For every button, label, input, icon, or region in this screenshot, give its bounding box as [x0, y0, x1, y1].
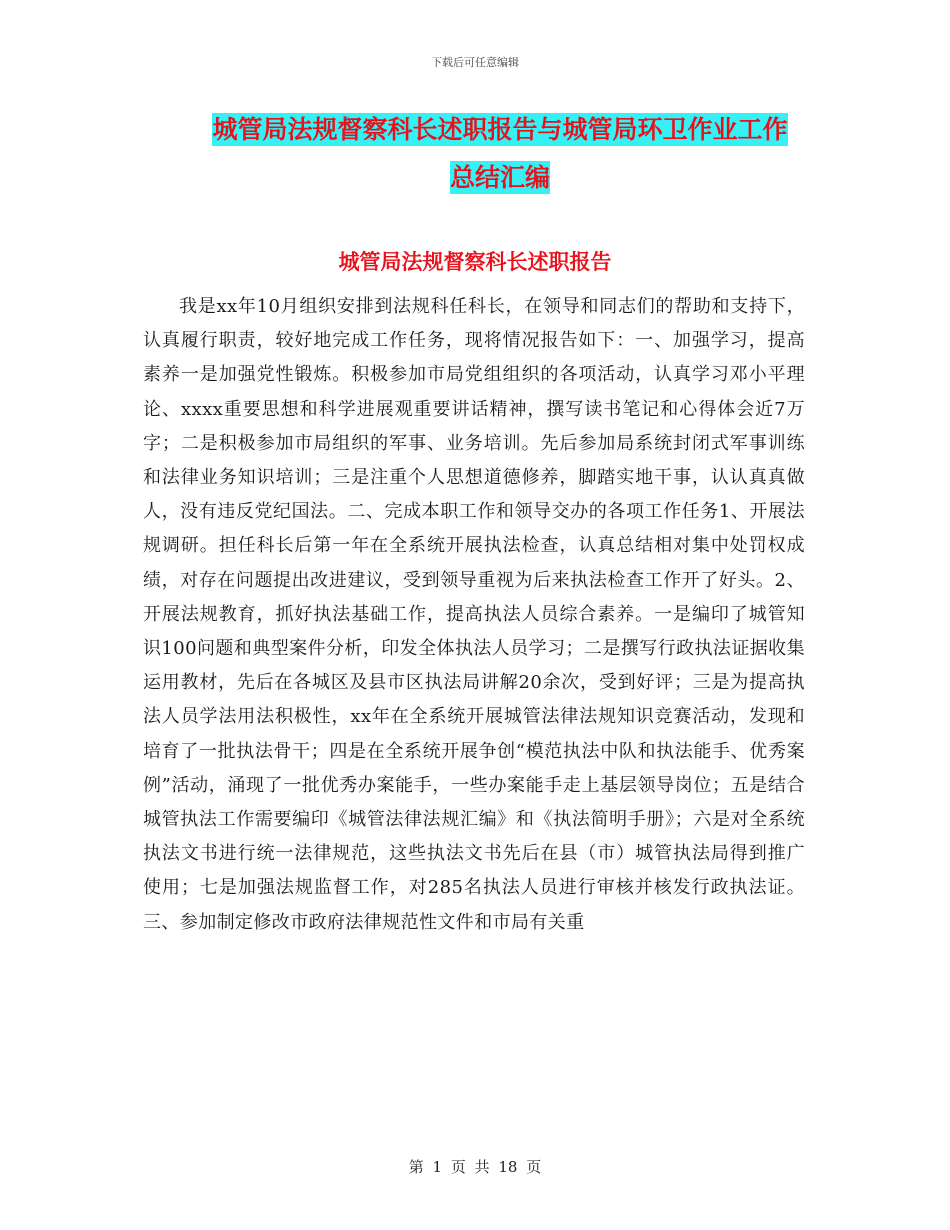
document-title-line-2: 总结汇编	[449, 163, 550, 192]
document-title	[140, 106, 860, 202]
section-heading: 城管局法规督察科长述职报告	[338, 250, 612, 274]
body-paragraph: 我是xx年10月组织安排到法规科任科长，在领导和同志们的帮助和支持下，认真履行职责，较好地完成工作任务，现将情况报告如下：一、加强学习，提高素养一是加强党性锻炼。积极参加市局党组组织的各项活动，认真学习邓小平理论、xxxx重要思想和科学进展观重要讲话精神，撰写读书笔记和心得体会近7万字；二是积极参加市局组织的军事、业务培训。先后参加局系统封闭式军事训练和法律业务知识培训；三是注重个人思想道德修养，脚踏实地干事，认认真真做人，没有违反党纪国法。二、完成本职工作和领导交办的各项工作任务1、开展法规调研。担任科长后第一年在全系统开展执法检查，认真总结相对集中处罚权成绩，对存在问题提出改进建议，受到领导重视为后来执法检查工作开了好头。2、开展法规教育，抓好执法基础工作，提高执法人员综合素养。一是编印了城管知识100问题和典型案件分析，印发全体执法人员学习；二是撰写行政执法证据收集运用教材，先后在各城区及县市区执法局讲解20余次，受到好评；三是为提高执法人员学法用法积极性，xx年在全系统开展城管法律法规知识竞赛活动，发现和培育了一批执法骨干；四是在全系统开展争创“模范执法中队和执法能手、优秀案例”活动，涌现了一批优秀办案能手，一些办案能手走上基层领导岗位；五是结合城管执法工作需要编印《城管法律法规汇编》和《执法简明手册》；六是对全系统执法文书进行统一法律规范，这些执法文书先后在县（市）城管执法局得到推广使用；七是加强法规监督工作，对285名执法人员进行审核并核发行政执法证。三、参加制定修改市政府法律规范性文件和市局有关重	[143, 296, 805, 933]
page-number: 第 1 页 共 18 页	[408, 1158, 542, 1176]
document-title-line-1: 城管局法规督察科长述职报告与城管局环卫作业工作	[212, 115, 788, 144]
header-note: 下载后可任意编辑	[431, 56, 519, 69]
